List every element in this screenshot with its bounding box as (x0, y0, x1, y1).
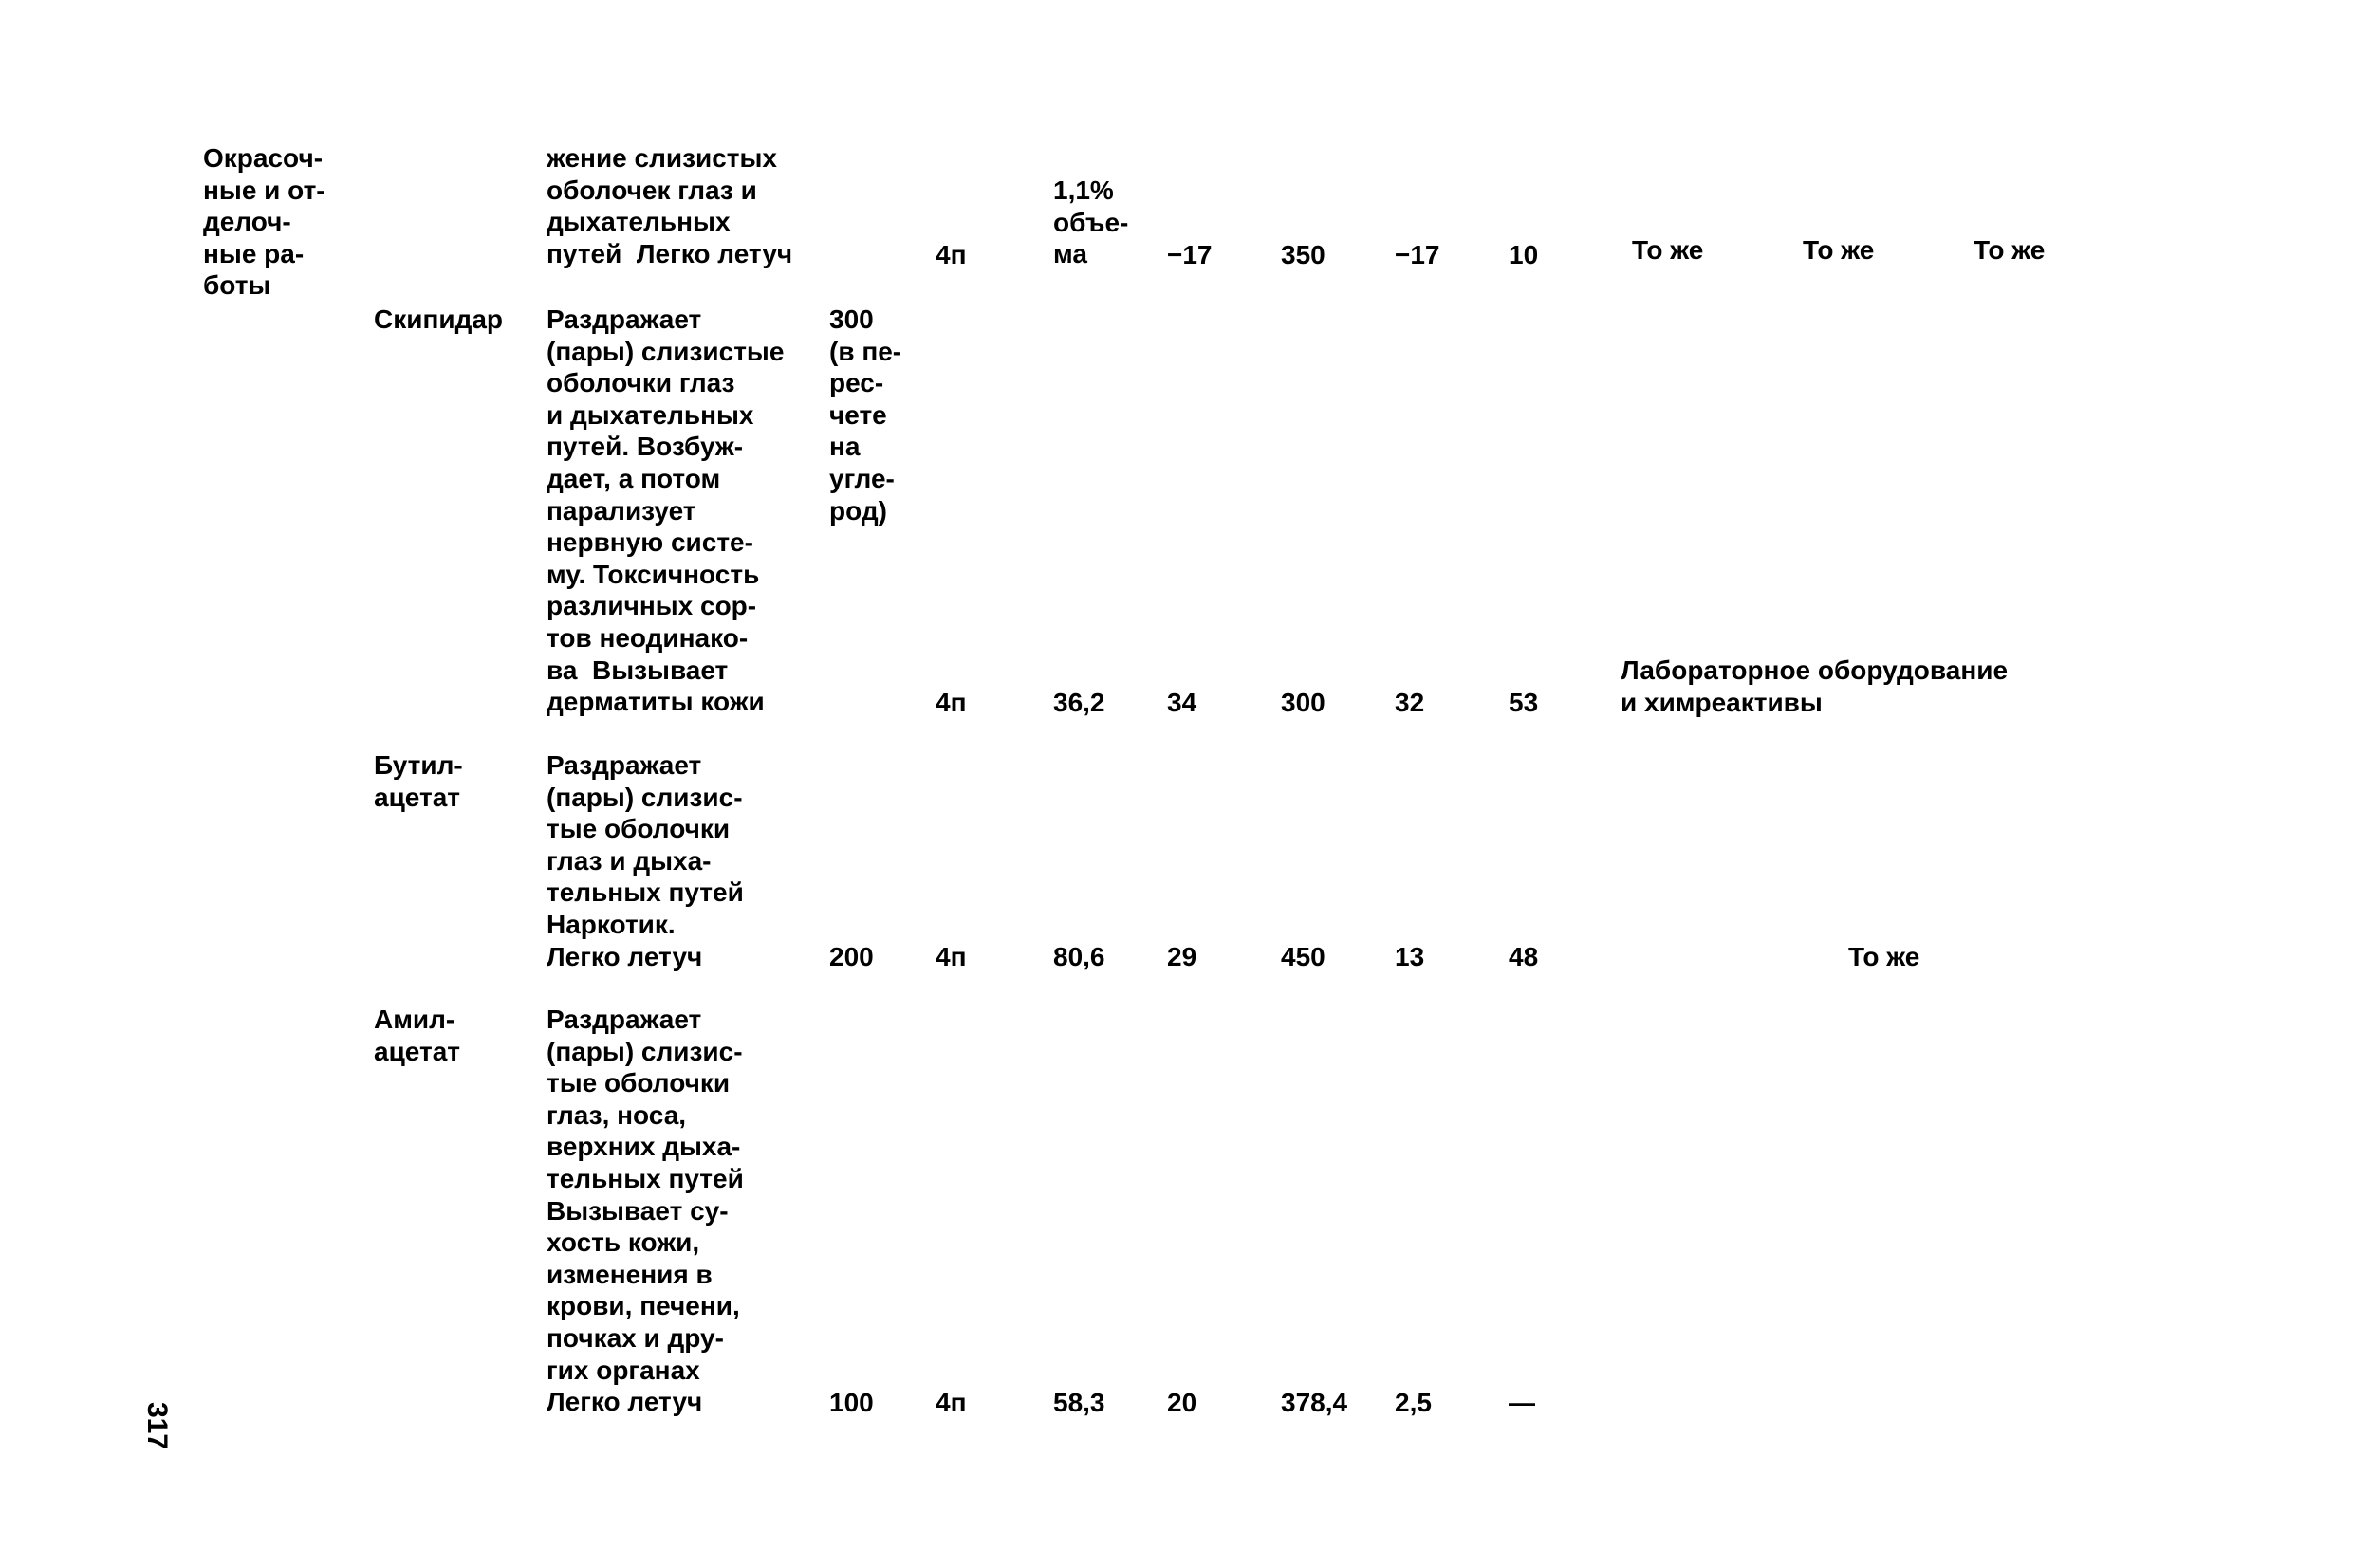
row1-p3: То же (1974, 235, 2046, 265)
row3-c2: 29 (1167, 942, 1197, 971)
row2-c5: 53 (1509, 688, 1539, 717)
row4-c3: 378,4 (1281, 1388, 1348, 1417)
row4-substance: Амил- ацетат (374, 1005, 460, 1066)
row1-c1: 1,1% объе- ма (1053, 175, 1129, 269)
row2-c3: 300 (1281, 688, 1325, 717)
row1-p1: То же (1632, 235, 1704, 265)
row4-mac: 100 (829, 1388, 874, 1417)
row4-effect: Раздражает (пары) слизис- тые оболочки глаз, носа, верхних дыха- тельных путей Вызывает су- хость кожи, изменения в крови, печени, почках и дру- гих органах Легко летуч (547, 1005, 744, 1417)
row2-substance: Скипидар (374, 304, 504, 334)
row1-c5: 10 (1509, 240, 1539, 269)
row1-c4: −17 (1395, 240, 1440, 269)
row3-c1: 80,6 (1053, 942, 1105, 971)
row3-hazard: 4п (936, 942, 967, 971)
row1-p2: То же (1803, 235, 1875, 265)
row2-c2: 34 (1167, 688, 1197, 717)
row3-c5: 48 (1509, 942, 1539, 971)
row2-mac: 300 (в пе- рес- чете на угле- род) (829, 304, 902, 526)
row3-substance: Бутил- ацетат (374, 750, 463, 812)
row1-c2: −17 (1167, 240, 1213, 269)
row3-c4: 13 (1395, 942, 1425, 971)
row1-category: Окрасоч- ные и от- делоч- ные ра- боты (203, 143, 325, 301)
row4-c1: 58,3 (1053, 1388, 1105, 1417)
row4-c2: 20 (1167, 1388, 1197, 1417)
row3-purpose: То же (1848, 942, 1920, 971)
page-number: 317 (141, 1402, 173, 1450)
row3-effect: Раздражает (пары) слизис- тые оболочки глаз и дыха- тельных путей Наркотик. Легко летуч (547, 750, 744, 971)
row2-c4: 32 (1395, 688, 1425, 717)
row2-effect: Раздражает (пары) слизистые оболочки глаз и дыхательных путей. Возбуж- дает, а потом парализует нервную систе- му. Токсичность различных сор- тов неодинако- ва Вызывает дерматиты кожи (547, 304, 785, 717)
row4-c5: — (1509, 1388, 1535, 1417)
row1-effect: жение слизистых оболочек глаз и дыхательных путей Легко летуч (547, 143, 793, 268)
row1-c3: 350 (1281, 240, 1325, 269)
row4-c4: 2,5 (1395, 1388, 1432, 1417)
row3-c3: 450 (1281, 942, 1325, 971)
row3-mac: 200 (829, 942, 874, 971)
row2-purpose: Лабораторное оборудование и химреактивы (1621, 655, 2009, 717)
row2-c1: 36,2 (1053, 688, 1105, 717)
row4-hazard: 4п (936, 1388, 967, 1417)
row2-hazard: 4п (936, 688, 967, 717)
row1-hazard: 4п (936, 240, 967, 269)
